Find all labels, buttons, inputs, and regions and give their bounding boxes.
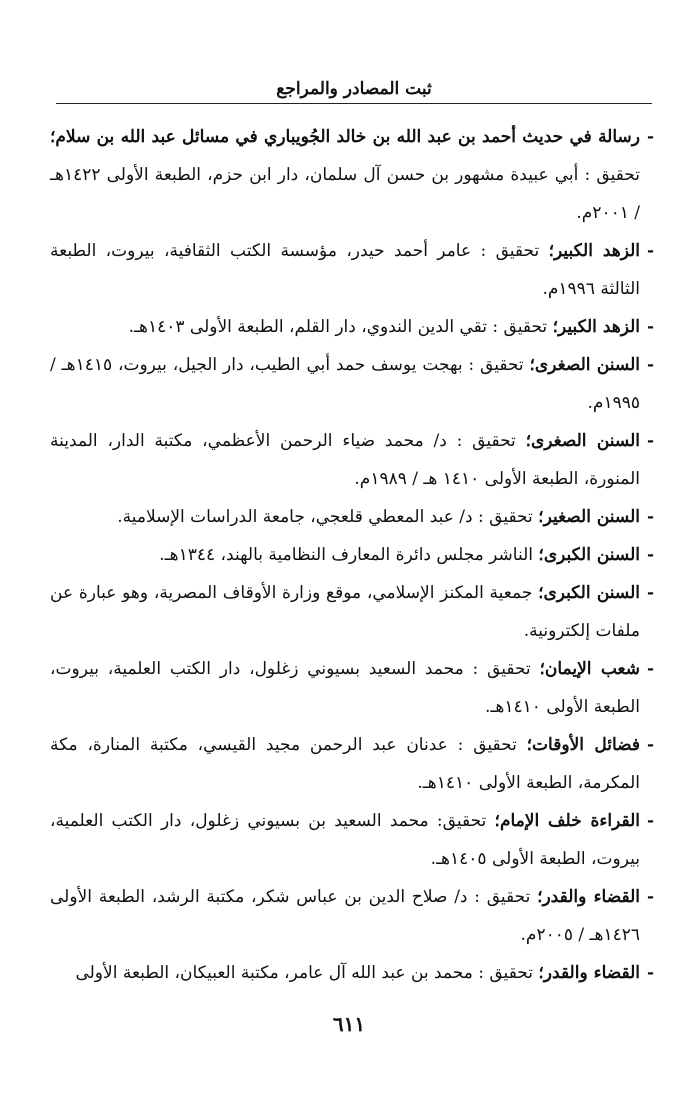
entry-dash: - xyxy=(646,963,654,983)
entry-dash: - xyxy=(646,811,654,831)
bibliography-entry xyxy=(50,232,654,308)
bibliography-entry xyxy=(50,726,654,802)
entry-title: السنن الصغير؛ xyxy=(538,507,640,527)
entry-details: تحقيق : عامر أحمد حيدر، مؤسسة الكتب الثقافية، بيروت، الطبعة الثالثة ١٩٩٦م. xyxy=(50,241,640,299)
entry-title: الزهد الكبير؛ xyxy=(548,241,640,261)
bibliography-entry xyxy=(50,346,654,422)
bibliography-entry xyxy=(50,954,654,992)
page-number: ٦١١ xyxy=(332,1012,366,1036)
entry-title: الزهد الكبير؛ xyxy=(552,317,640,337)
entry-title: السنن الكبرى؛ xyxy=(538,545,640,565)
bibliography-entry xyxy=(50,574,654,650)
entry-details: تحقيق : محمد بن عبد الله آل عامر، مكتبة العبيكان، الطبعة الأولى xyxy=(75,963,539,983)
bibliography-entry xyxy=(50,878,654,954)
entry-details: تحقيق : تقي الدين الندوي، دار القلم، الطبعة الأولى ١٤٠٣هـ. xyxy=(128,317,553,337)
entry-dash: - xyxy=(646,735,654,755)
entry-details: تحقيق : د/ صلاح الدين بن عباس شكر، مكتبة الرشد، الطبعة الأولى ١٤٢٦هـ / ٢٠٠٥م. xyxy=(50,887,640,945)
entry-title: السنن الكبرى؛ xyxy=(538,583,640,603)
bibliography-list xyxy=(50,118,654,992)
entry-details: تحقيق : أبي عبيدة مشهور بن حسن آل سلمان، دار ابن حزم، الطبعة الأولى ١٤٢٢هـ / ٢٠٠١م. xyxy=(50,165,640,223)
bibliography-entry xyxy=(50,118,654,232)
entry-details: جمعية المكنز الإسلامي، موقع وزارة الأوقاف المصرية، وهو عبارة عن ملفات إلكترونية. xyxy=(50,583,640,641)
bibliography-entry xyxy=(50,650,654,726)
bibliography-entry xyxy=(50,802,654,878)
entry-title: رسالة في حديث أحمد بن عبد الله بن خالد الجُويباري في مسائل عبد الله بن سلام؛ xyxy=(50,127,640,147)
entry-title: القضاء والقدر؛ xyxy=(538,963,640,983)
entry-title: شعب الإيمان؛ xyxy=(539,659,640,679)
entry-title: القراءة خلف الإمام؛ xyxy=(494,811,640,831)
bibliography-entry xyxy=(50,308,654,346)
entry-dash: - xyxy=(646,317,654,337)
running-header-title: ثبت المصادر والمراجع xyxy=(276,79,432,99)
entry-dash: - xyxy=(646,127,654,147)
bibliography-entry xyxy=(50,422,654,498)
entry-dash: - xyxy=(646,659,654,679)
bibliography-entry xyxy=(50,536,654,574)
entry-details: تحقيق: محمد السعيد بن بسيوني زغلول، دار الكتب العلمية، بيروت، الطبعة الأولى ١٤٠٥هـ. xyxy=(50,811,640,869)
header-rule xyxy=(56,103,652,104)
entry-title: السنن الصغرى؛ xyxy=(525,431,640,451)
bibliography-entry xyxy=(50,498,654,536)
entry-title: السنن الصغرى؛ xyxy=(529,355,640,375)
entry-dash: - xyxy=(646,887,654,907)
entry-title: القضاء والقدر؛ xyxy=(537,887,640,907)
entry-details: تحقيق : د/ عبد المعطي قلعجي، جامعة الدراسات الإسلامية. xyxy=(117,507,539,527)
entry-details: تحقيق : بهجت يوسف حمد أبي الطيب، دار الجيل، بيروت، ١٤١٥هـ / ١٩٩٥م. xyxy=(50,355,640,413)
entry-details: تحقيق : د/ محمد ضياء الرحمن الأعظمي، مكتبة الدار، المدينة المنورة، الطبعة الأولى ١٤١٠ هـ / ١٩٨٩م. xyxy=(50,431,640,489)
entry-dash: - xyxy=(646,545,654,565)
entry-dash: - xyxy=(646,507,654,527)
entry-details: تحقيق : محمد السعيد بسيوني زغلول، دار الكتب العلمية، بيروت، الطبعة الأولى ١٤١٠هـ. xyxy=(50,659,640,717)
entry-details: تحقيق : عدنان عبد الرحمن مجيد القيسي، مكتبة المنارة، مكة المكرمة، الطبعة الأولى ١٤١٠هـ. xyxy=(50,735,640,793)
entry-title: فضائل الأوقات؛ xyxy=(526,735,640,755)
entry-dash: - xyxy=(646,431,654,451)
entry-dash: - xyxy=(646,241,654,261)
entry-details: الناشر مجلس دائرة المعارف النظامية بالهند، ١٣٤٤هـ. xyxy=(159,545,539,565)
entry-dash: - xyxy=(646,355,654,375)
entry-dash: - xyxy=(646,583,654,603)
